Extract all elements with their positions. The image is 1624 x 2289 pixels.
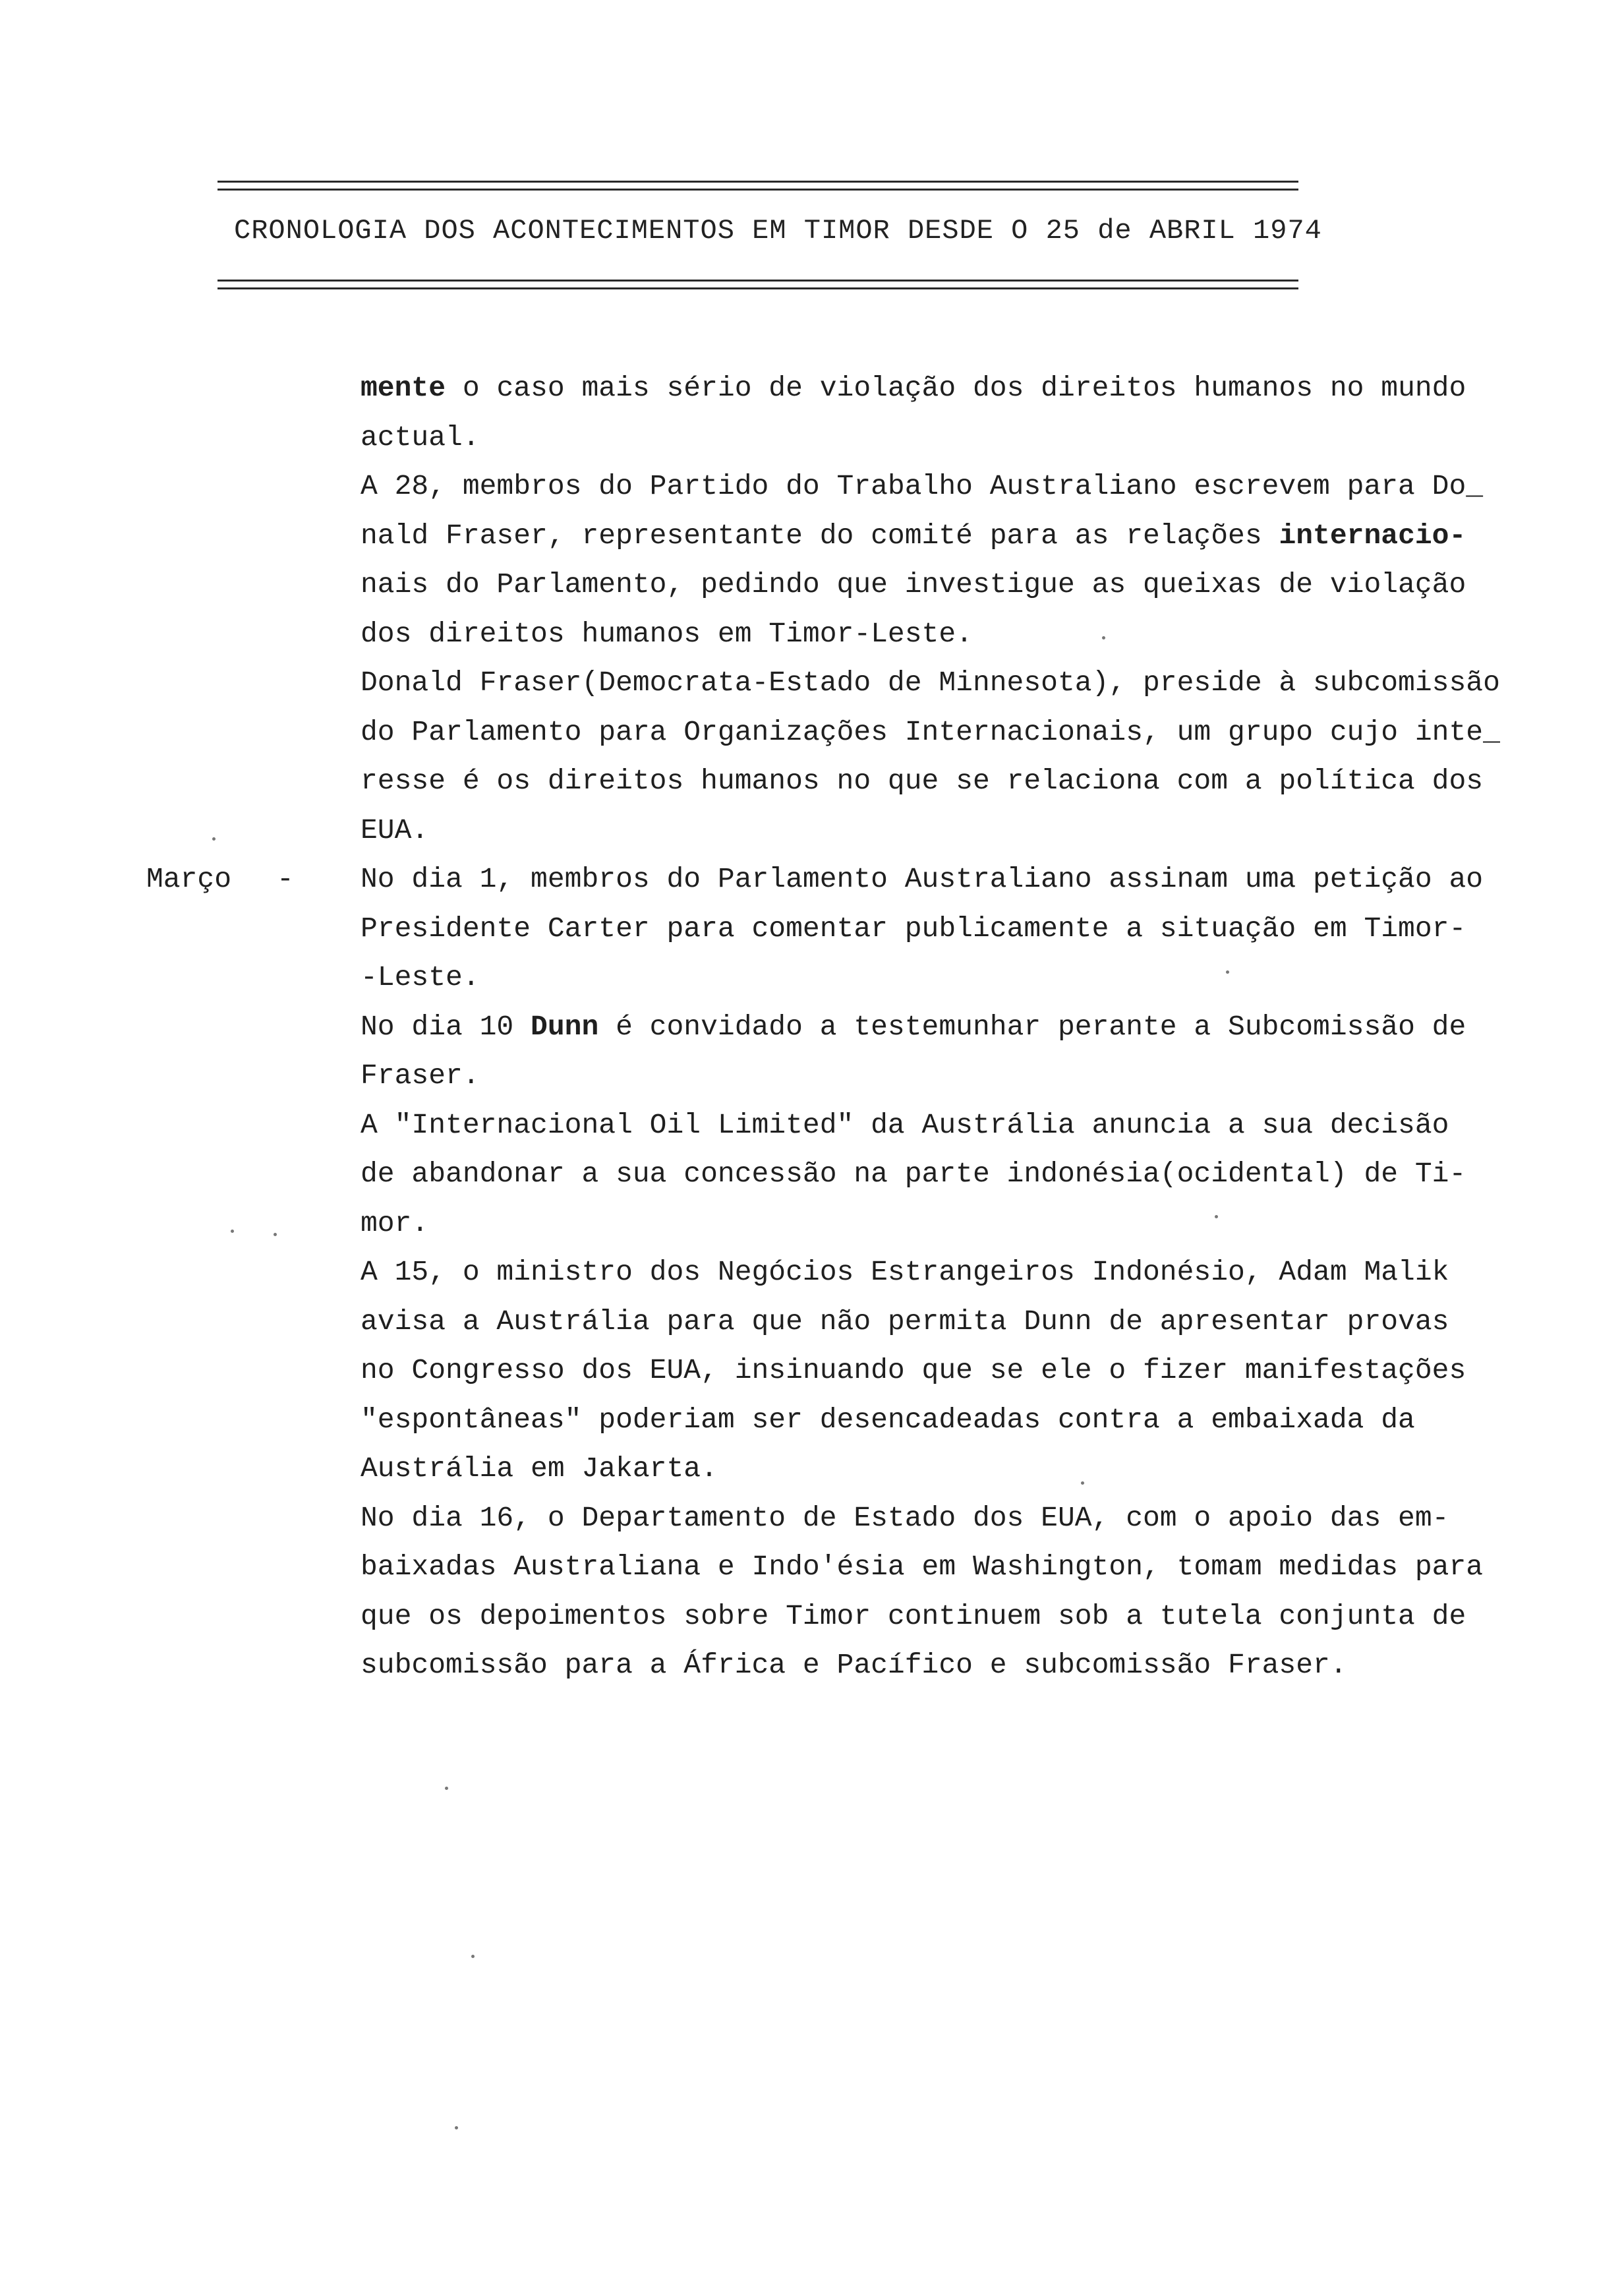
scan-speck xyxy=(212,837,216,841)
text-line: "espontâneas" poderiam ser desencadeadas contra a embaixada da xyxy=(361,1403,1415,1436)
text-line: subcomissão para a África e Pacífico e subcomissão Fraser. xyxy=(361,1649,1347,1681)
text-line: A "Internacional Oil Limited" da Austrália anuncia a sua decisão xyxy=(361,1108,1449,1141)
text-line: No dia 16, o Departamento de Estado dos EUA, com o apoio das em- xyxy=(361,1501,1449,1534)
bold-fragment: Dunn xyxy=(531,1010,599,1043)
text-line: A 15, o ministro dos Negócios Estrangeiros Indonésio, Adam Malik xyxy=(361,1256,1449,1288)
scan-speck xyxy=(455,2126,458,2129)
text-line xyxy=(361,512,1481,561)
text-line: mor. xyxy=(361,1206,429,1239)
text-line: A 28, membros do Partido do Trabalho Australiano escrevem para Do_ xyxy=(361,470,1484,502)
text-line: que os depoimentos sobre Timor continuem sob a tutela conjunta de xyxy=(361,1599,1466,1632)
text-line: nais do Parlamento, pedindo que investigue as queixas de violação xyxy=(361,568,1466,601)
text-line: no Congresso dos EUA, insinuando que se ele o fizer manifestações xyxy=(361,1354,1466,1386)
text-line: resse é os direitos humanos no que se relaciona com a política dos xyxy=(361,765,1484,797)
document-title: CRONOLOGIA DOS ACONTECIMENTOS EM TIMOR DESDE O 25 de ABRIL 1974 xyxy=(234,215,1322,247)
scan-speck xyxy=(1102,636,1105,639)
bold-fragment: mente xyxy=(361,372,446,404)
text-fragment: é convidado a testemunhar perante a Subcomissão de xyxy=(598,1010,1466,1043)
text-line: Donald Fraser(Democrata-Estado de Minnesota), preside à subcomissão xyxy=(361,667,1500,699)
text-line: Fraser. xyxy=(361,1059,480,1092)
scan-speck xyxy=(1081,1481,1084,1485)
text-line: baixadas Australiana e Indo'ésia em Washington, tomam medidas para xyxy=(361,1551,1484,1583)
scan-speck xyxy=(274,1233,277,1236)
scan-speck xyxy=(445,1787,448,1790)
scan-speck xyxy=(1226,970,1229,974)
scan-speck xyxy=(471,1955,475,1958)
text-line: Presidente Carter para comentar publicamente a situação em Timor- xyxy=(361,912,1466,945)
bold-fragment: internacio- xyxy=(1279,519,1466,552)
text-fragment: No dia 10 xyxy=(361,1010,531,1043)
text-line: No dia 1, membros do Parlamento Australiano assinam uma petição ao xyxy=(361,863,1484,895)
text-fragment: nald Fraser, representante do comité para as relações xyxy=(361,519,1279,552)
text-fragment: o caso mais sério de violação dos direitos humanos no mundo xyxy=(446,372,1466,404)
text-line: do Parlamento para Organizações Internacionais, um grupo cujo inte_ xyxy=(361,715,1500,748)
text-line xyxy=(361,364,1481,413)
margin-dash: - xyxy=(277,863,294,895)
text-line: Austrália em Jakarta. xyxy=(361,1452,718,1485)
margin-month-label: Março xyxy=(146,863,232,895)
text-line: EUA. xyxy=(361,814,429,847)
text-line: actual. xyxy=(361,421,480,454)
text-line: avisa a Austrália para que não permita Dunn de apresentar provas xyxy=(361,1305,1449,1338)
text-line: -Leste. xyxy=(361,961,480,994)
scan-speck xyxy=(231,1230,234,1233)
body-text xyxy=(361,364,1500,1690)
scan-speck xyxy=(1215,1215,1218,1218)
text-line xyxy=(361,1003,1481,1052)
header-bottom-rule xyxy=(218,280,1298,289)
text-line: de abandonar a sua concessão na parte indonésia(ocidental) de Ti- xyxy=(361,1158,1466,1190)
header-top-rule xyxy=(218,181,1298,191)
text-line: dos direitos humanos em Timor-Leste. xyxy=(361,617,973,650)
